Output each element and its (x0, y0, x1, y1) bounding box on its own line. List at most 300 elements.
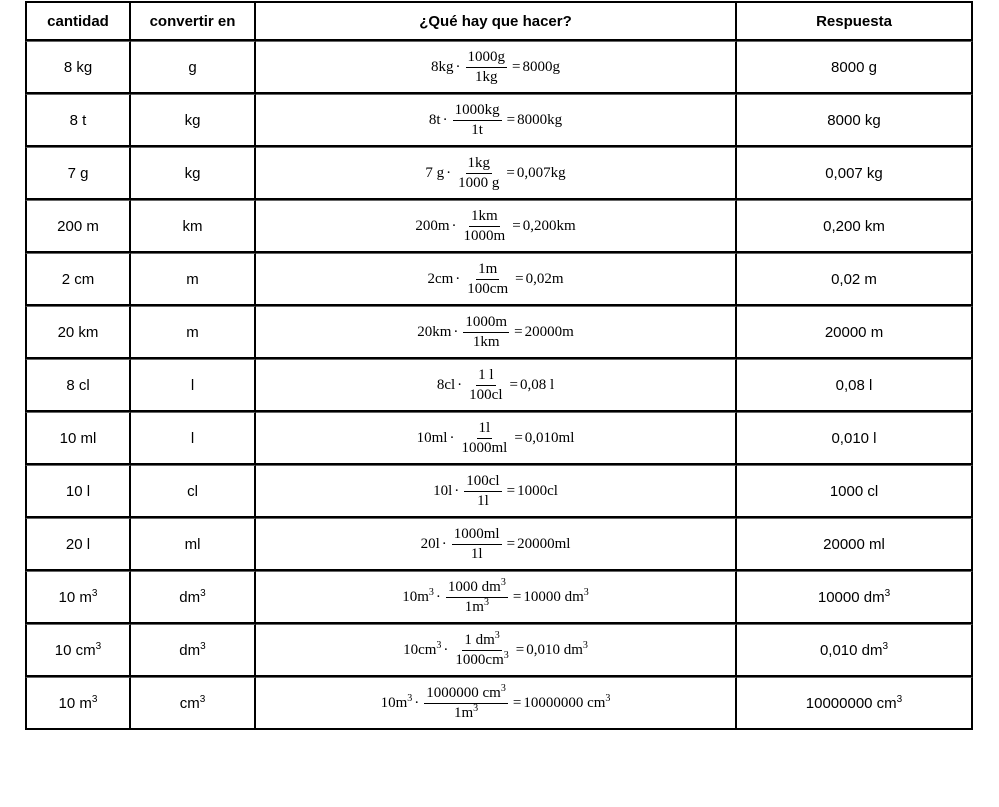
formula-result-text: 0,010 dm (526, 641, 583, 658)
conversion-formula (417, 314, 573, 351)
conversion-factor (459, 420, 509, 457)
factor-denominator (459, 439, 509, 457)
denominator-text: 1l (477, 492, 489, 509)
formula-result (523, 692, 611, 712)
respuesta-value-text: 0,08 l (835, 376, 873, 394)
numerator (478, 261, 497, 277)
equals-sign: = (506, 535, 516, 552)
convertir-unit-text: kg (184, 111, 201, 129)
cell-convertir-en (131, 624, 256, 677)
numerator (426, 682, 506, 701)
respuesta-value (836, 377, 873, 394)
cell-convertir-en (131, 359, 256, 412)
equals-sign: = (509, 376, 518, 393)
denominator (461, 440, 507, 456)
cantidad-value-text: 200 m (57, 217, 99, 235)
table-row (25, 624, 973, 677)
formula-quantity-exponent: 3 (436, 639, 442, 651)
numerator (454, 526, 500, 542)
cell-convertir-en (131, 253, 256, 306)
conversion-factor (452, 526, 502, 563)
convertir-unit-text: cm (179, 694, 200, 712)
formula-quantity-text: 2cm (427, 270, 454, 287)
table-row (25, 306, 973, 359)
factor-denominator (463, 598, 491, 616)
denominator-text: 1km (472, 333, 500, 350)
equals-sign: = (515, 641, 525, 658)
respuesta-value-exponent: 3 (896, 693, 903, 705)
convertir-unit-text: m (186, 323, 199, 341)
table-row (25, 94, 973, 147)
cell-respuesta (737, 571, 973, 624)
multiply-dot: · (435, 588, 441, 605)
cell-convertir-en (131, 200, 256, 253)
formula-result-text: 20000m (524, 323, 574, 340)
table-row (25, 571, 973, 624)
formula-quantity-text: 8t (428, 111, 441, 128)
cell-que-hacer (256, 253, 737, 306)
numerator-text: 100cl (466, 472, 500, 489)
factor-denominator (467, 386, 504, 404)
cell-que-hacer (256, 518, 737, 571)
multiply-dot: · (455, 270, 461, 287)
multiply-dot: · (414, 694, 420, 711)
cantidad-value (55, 642, 101, 659)
denominator (471, 122, 483, 138)
multiply-dot: · (457, 376, 463, 393)
factor-numerator (466, 49, 508, 68)
convertir-unit (185, 112, 201, 129)
formula-quantity-exponent: 3 (428, 586, 434, 598)
table-row (25, 465, 973, 518)
cell-respuesta (737, 677, 973, 730)
cantidad-value-text: 2 cm (61, 270, 95, 288)
multiply-dot: · (446, 164, 452, 181)
cantidad-value (59, 589, 98, 606)
table-row (25, 412, 973, 465)
formula-result (525, 324, 574, 341)
respuesta-value-text: 0,010 dm (819, 641, 883, 659)
numerator (455, 102, 500, 118)
convertir-unit (183, 218, 203, 235)
factor-denominator (469, 121, 485, 139)
formula-quantity-text: 10m (402, 588, 429, 605)
conversion-formula (433, 473, 558, 510)
respuesta-value-exponent: 3 (884, 587, 891, 599)
formula-quantity-text: 7 g (425, 164, 445, 181)
denominator-text: 1000cm (455, 651, 504, 668)
respuesta-value (831, 430, 876, 447)
numerator-exponent: 3 (500, 682, 506, 694)
conversion-factor (464, 473, 501, 510)
factor-denominator (469, 545, 485, 563)
conversion-factor (462, 208, 508, 245)
cell-convertir-en (131, 677, 256, 730)
denominator (477, 493, 489, 509)
numerator (464, 629, 500, 648)
denominator-text: 1000 g (458, 174, 500, 191)
conversion-formula (427, 261, 563, 298)
respuesta-value (823, 536, 885, 553)
cell-cantidad (25, 41, 131, 94)
conversion-factor (453, 102, 502, 139)
cantidad-value (58, 324, 99, 341)
respuesta-value-text: 10000 dm (817, 588, 885, 606)
convertir-unit-text: m (186, 270, 199, 288)
formula-quantity-exponent: 3 (407, 692, 413, 704)
formula-quantity (427, 271, 453, 288)
convertir-unit (188, 59, 196, 76)
formula-result (526, 271, 564, 288)
equals-sign: = (512, 58, 521, 75)
formula-quantity (421, 536, 440, 553)
cell-convertir-en (131, 571, 256, 624)
equals-sign: = (514, 429, 523, 446)
respuesta-value-text: 0,007 kg (825, 164, 883, 182)
formula-result-text: 0,200km (522, 217, 576, 234)
formula-quantity-text: 10ml (416, 429, 448, 446)
numerator (468, 49, 506, 65)
convertir-unit (185, 165, 201, 182)
numerator-text: 1000000 cm (426, 684, 501, 701)
formula-result (523, 586, 589, 606)
cantidad-value-text: 8 cl (66, 376, 90, 394)
numerator-text: 1000g (467, 48, 506, 65)
header-cantidad: cantidad (25, 1, 131, 41)
formula-result-exponent: 3 (583, 586, 589, 598)
factor-numerator (476, 367, 495, 386)
formula-result (517, 483, 558, 500)
convertir-unit-exponent: 3 (199, 693, 206, 705)
convertir-unit-text: ml (184, 535, 201, 553)
formula-quantity-text: 200m (415, 217, 450, 234)
formula-result-text: 10000 dm (523, 588, 584, 605)
cell-respuesta (737, 253, 973, 306)
table-row (25, 677, 973, 730)
respuesta-value-text: 0,02 m (831, 270, 877, 288)
numerator-text: 1km (471, 207, 498, 224)
numerator-exponent: 3 (494, 629, 500, 641)
equals-sign: = (512, 217, 521, 234)
cell-que-hacer (256, 571, 737, 624)
convertir-unit (191, 377, 194, 394)
conversion-factor (463, 314, 509, 351)
equals-sign: = (506, 164, 515, 181)
cell-cantidad (25, 465, 131, 518)
cell-respuesta (737, 94, 973, 147)
cantidad-value-exponent: 3 (91, 693, 98, 705)
factor-denominator (452, 704, 480, 722)
factor-numerator (476, 261, 499, 280)
respuesta-value (831, 59, 877, 76)
formula-quantity-text: 10m (380, 694, 408, 711)
numerator (468, 155, 491, 171)
convertir-unit (191, 430, 194, 447)
factor-denominator (475, 492, 491, 510)
header-que-hay-que-hacer: ¿Qué hay que hacer? (256, 1, 737, 41)
cantidad-value (66, 377, 89, 394)
formula-result-text: 1000cl (517, 482, 558, 499)
numerator (479, 420, 491, 436)
convertir-unit (180, 695, 206, 712)
formula-result-text: 0,02m (525, 270, 564, 287)
cantidad-value (57, 218, 99, 235)
conversion-factor (467, 367, 504, 404)
cantidad-value (66, 483, 90, 500)
formula-result (517, 112, 562, 129)
formula-result (520, 377, 554, 394)
cell-cantidad (25, 253, 131, 306)
cell-respuesta (737, 412, 973, 465)
respuesta-value-text: 1000 cl (829, 482, 879, 500)
factor-numerator (446, 576, 508, 598)
formula-quantity (380, 692, 413, 712)
convertir-unit-text: dm (179, 641, 201, 659)
table-row (25, 359, 973, 412)
respuesta-value (825, 165, 883, 182)
formula-result (517, 536, 570, 553)
cell-cantidad (25, 624, 131, 677)
cell-respuesta (737, 359, 973, 412)
denominator (473, 334, 500, 350)
formula-result-text: 20000ml (517, 535, 571, 552)
numerator-text: 1m (478, 260, 498, 277)
cantidad-value-text: 8 t (69, 111, 87, 129)
cell-que-hacer (256, 465, 737, 518)
cell-cantidad (25, 200, 131, 253)
factor-numerator (424, 682, 508, 704)
convertir-unit-text: kg (184, 164, 201, 182)
cell-convertir-en (131, 518, 256, 571)
cell-que-hacer (256, 147, 737, 200)
formula-result-text: 0,007kg (516, 164, 566, 181)
conversion-formula (415, 208, 575, 245)
formula-quantity (433, 483, 452, 500)
cantidad-value-text: 10 m (58, 694, 92, 712)
cell-convertir-en (131, 306, 256, 359)
conversion-formula (403, 629, 588, 669)
multiply-dot: · (455, 58, 461, 75)
formula-result (523, 218, 576, 235)
respuesta-value-text: 0,200 km (823, 217, 885, 235)
convertir-unit-exponent: 3 (200, 640, 206, 652)
cell-cantidad (25, 306, 131, 359)
conversion-formula (417, 420, 575, 457)
respuesta-value (825, 324, 883, 341)
factor-denominator (473, 68, 500, 86)
factor-numerator (466, 155, 493, 174)
formula-result-text: 0,010ml (524, 429, 575, 446)
cantidad-value (68, 165, 89, 182)
multiply-dot: · (449, 429, 455, 446)
respuesta-value-text: 8000 g (831, 58, 877, 76)
multiply-dot: · (441, 535, 447, 552)
factor-numerator (469, 208, 500, 227)
cell-respuesta (737, 41, 973, 94)
formula-result (526, 639, 588, 659)
cell-que-hacer (256, 412, 737, 465)
formula-quantity-text: 10l (433, 482, 453, 499)
conversion-factor (453, 629, 510, 669)
convertir-unit-text: km (182, 217, 203, 235)
numerator-text: 1 dm (464, 631, 495, 648)
conversion-formula (437, 367, 554, 404)
factor-numerator (462, 629, 501, 651)
convertir-unit-text: g (188, 58, 197, 76)
formula-result-exponent: 3 (605, 692, 611, 704)
denominator (455, 649, 509, 668)
equals-sign: = (506, 111, 516, 128)
cantidad-value-exponent: 3 (91, 587, 98, 599)
conversion-factor (465, 261, 510, 298)
conversion-factor (466, 49, 508, 86)
denominator-text: 1l (470, 545, 483, 562)
formula-quantity-text: 20km (417, 323, 452, 340)
cantidad-value-text: 8 kg (63, 58, 93, 76)
formula-quantity (429, 112, 441, 129)
cell-respuesta (737, 465, 973, 518)
respuesta-value (823, 218, 885, 235)
header-respuesta: Respuesta (737, 1, 973, 41)
denominator-exponent: 3 (473, 702, 479, 714)
respuesta-value (818, 589, 890, 606)
convertir-unit-exponent: 3 (200, 587, 206, 599)
table-row (25, 41, 973, 94)
cell-que-hacer (256, 677, 737, 730)
denominator-text: 1000m (463, 227, 506, 244)
denominator-exponent: 3 (503, 649, 509, 661)
factor-numerator (477, 420, 493, 439)
factor-denominator (465, 280, 510, 298)
conversion-formula (421, 526, 571, 563)
numerator-exponent: 3 (500, 576, 506, 588)
formula-quantity (403, 639, 442, 659)
denominator (458, 175, 499, 191)
table-row (25, 200, 973, 253)
cell-cantidad (25, 359, 131, 412)
denominator (471, 546, 483, 562)
convertir-unit (186, 271, 199, 288)
convertir-unit-text: l (190, 429, 195, 447)
equals-sign: = (512, 588, 522, 605)
factor-denominator (462, 227, 508, 245)
formula-quantity (417, 430, 448, 447)
formula-quantity (437, 377, 455, 394)
multiply-dot: · (442, 111, 448, 128)
numerator-text: 1000 dm (447, 578, 501, 595)
respuesta-value (830, 483, 878, 500)
convertir-unit (185, 536, 201, 553)
respuesta-value-text: 8000 kg (827, 111, 881, 129)
cantidad-value (70, 112, 87, 129)
convertir-unit-text: cl (187, 482, 198, 500)
formula-quantity (417, 324, 451, 341)
equals-sign: = (512, 694, 522, 711)
cell-respuesta (737, 200, 973, 253)
table-row (25, 253, 973, 306)
cantidad-value (60, 430, 97, 447)
convertir-unit (186, 324, 199, 341)
conversion-table (25, 1, 973, 730)
factor-numerator (464, 473, 501, 492)
numerator (466, 473, 499, 489)
equals-sign: = (514, 323, 523, 340)
cell-respuesta (737, 624, 973, 677)
formula-quantity (415, 218, 449, 235)
numerator-text: 1000kg (454, 101, 500, 118)
respuesta-value (827, 112, 880, 129)
respuesta-value-text: 10000000 cm (805, 694, 897, 712)
cantidad-value-text: 20 l (65, 535, 91, 553)
denominator-text: 1t (471, 121, 483, 138)
factor-denominator (453, 651, 510, 669)
cantidad-value-exponent: 3 (95, 640, 102, 652)
cell-convertir-en (131, 412, 256, 465)
multiply-dot: · (451, 217, 457, 234)
numerator (471, 208, 498, 224)
respuesta-value-text: 20000 m (824, 323, 884, 341)
cell-convertir-en (131, 94, 256, 147)
cell-cantidad (25, 412, 131, 465)
cell-cantidad (25, 94, 131, 147)
denominator (464, 228, 506, 244)
formula-quantity (431, 59, 454, 76)
cell-cantidad (25, 677, 131, 730)
cell-respuesta (737, 306, 973, 359)
cantidad-value (64, 59, 92, 76)
cell-respuesta (737, 518, 973, 571)
denominator-text: 1kg (475, 68, 498, 85)
cell-convertir-en (131, 465, 256, 518)
factor-denominator (456, 174, 501, 192)
factor-numerator (453, 102, 502, 121)
convertir-unit (179, 642, 205, 659)
denominator-text: 100cm (467, 280, 509, 297)
cantidad-value (59, 695, 98, 712)
equals-sign: = (506, 482, 516, 499)
conversion-formula (380, 682, 611, 722)
numerator-text: 1 l (478, 366, 494, 383)
conversion-factor (446, 576, 508, 616)
numerator-text: 1kg (467, 154, 491, 171)
denominator (464, 596, 489, 615)
equals-sign: = (515, 270, 524, 287)
denominator (467, 281, 508, 297)
cell-que-hacer (256, 94, 737, 147)
cell-convertir-en (131, 147, 256, 200)
header-convertir-en: convertir en (131, 1, 256, 41)
formula-result-text: 10000000 cm (523, 694, 606, 711)
cell-que-hacer (256, 359, 737, 412)
cell-que-hacer (256, 200, 737, 253)
formula-quantity (425, 165, 444, 182)
conversion-formula (402, 576, 589, 616)
multiply-dot: · (443, 641, 449, 658)
table-row (25, 518, 973, 571)
formula-result-exponent: 3 (582, 639, 588, 651)
numerator-text: 1000m (465, 313, 508, 330)
cantidad-value (66, 536, 90, 553)
respuesta-value (820, 642, 888, 659)
conversion-factor (456, 155, 501, 192)
convertir-unit (187, 483, 198, 500)
cantidad-value-text: 10 l (65, 482, 91, 500)
conversion-formula (431, 49, 560, 86)
denominator (475, 69, 498, 85)
cantidad-value (62, 271, 95, 288)
cell-que-hacer (256, 41, 737, 94)
convertir-unit (179, 589, 205, 606)
